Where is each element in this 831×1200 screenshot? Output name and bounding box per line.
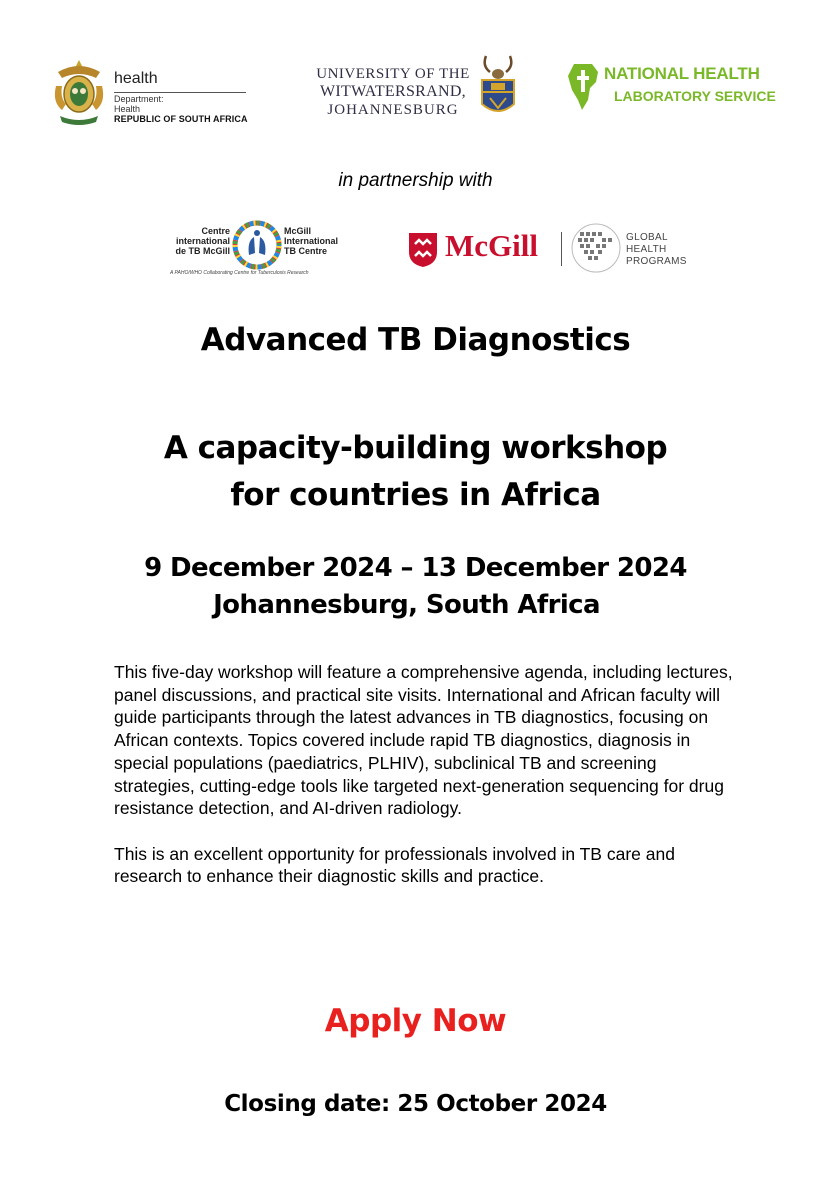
health-department-label: Department: [114,94,164,104]
wits-crest-icon [478,52,518,124]
mcgill-wordmark: McGill [445,228,538,263]
cit-subtitle: A PAHO/WHO Collaborating Centre for Tuberculosis Research [170,270,309,276]
ghp-line-3: PROGRAMS [626,256,687,267]
republic-label: REPUBLIC OF SOUTH AFRICA [114,114,248,124]
apply-now-heading: Apply Now [324,1003,507,1039]
ghp-line-2: HEALTH [626,244,667,255]
nhls-line-2: LABORATORY SERVICE [614,88,776,104]
nhls-line-1: NATIONAL HEALTH [604,64,760,83]
wits-university-logo [308,50,523,130]
globe-dots-icon [570,220,622,276]
workshop-dates: 9 December 2024 – 13 December 2024 [144,553,687,583]
cit-right-line-3: TB Centre [284,246,328,256]
cit-right-line-2: International [284,236,339,246]
cit-right-line-1: McGill [284,226,312,236]
health-wordmark: health [114,70,158,87]
mcgill-divider [561,232,562,266]
wits-line-1: UNIVERSITY OF THE [316,66,470,82]
workshop-title: Advanced TB Diagnostics [200,322,631,358]
nhls-logo [566,62,786,122]
tb-centre-emblem-icon [232,220,282,270]
workshop-description [114,661,734,888]
cit-left-line-3: de TB McGill [175,246,230,256]
mcgill-shield-icon [408,232,438,268]
mcgill-global-health-logo [408,220,708,280]
health-department-logo [48,56,248,131]
description-paragraph-1: This five-day workshop will feature a comprehensive agenda, including lectures, panel discussions, and practical site visits. International and African faculty will guide participants through the latest advances in TB diagnostics, focusing on African contexts. Topics covered include rapid TB diagnostics, diagnosis in special populations (paediatrics, PLHIV), subclinical TB and screening strategies, cutting-edge tools like targeted next-generation sequencing for drug resistance detection, and AI-driven radiology. [114,662,733,819]
cit-left-line-2: international [175,236,230,246]
wits-line-2: WITWATERSRAND, [320,83,466,100]
subtitle-line-2: for countries in Africa [230,477,601,513]
africa-map-icon [566,62,602,112]
health-divider [114,92,246,93]
cit-left-line-1: Centre [201,226,230,236]
workshop-subtitle [0,425,831,519]
description-paragraph-2: This is an excellent opportunity for professionals involved in TB care and research to enhance their diagnostic skills and practice. [114,843,675,887]
closing-date: Closing date: 25 October 2024 [224,1091,607,1117]
partnership-caption: in partnership with [338,170,493,191]
subtitle-line-1: A capacity-building workshop [163,430,668,466]
health-label: Health [114,104,141,114]
ghp-line-1: GLOBAL [626,232,668,243]
coat-of-arms-icon [48,56,110,128]
wits-line-3: JOHANNESBURG [327,102,459,118]
workshop-location: Johannesburg, South Africa [213,590,600,620]
mcgill-tb-centre-logo [166,220,346,282]
